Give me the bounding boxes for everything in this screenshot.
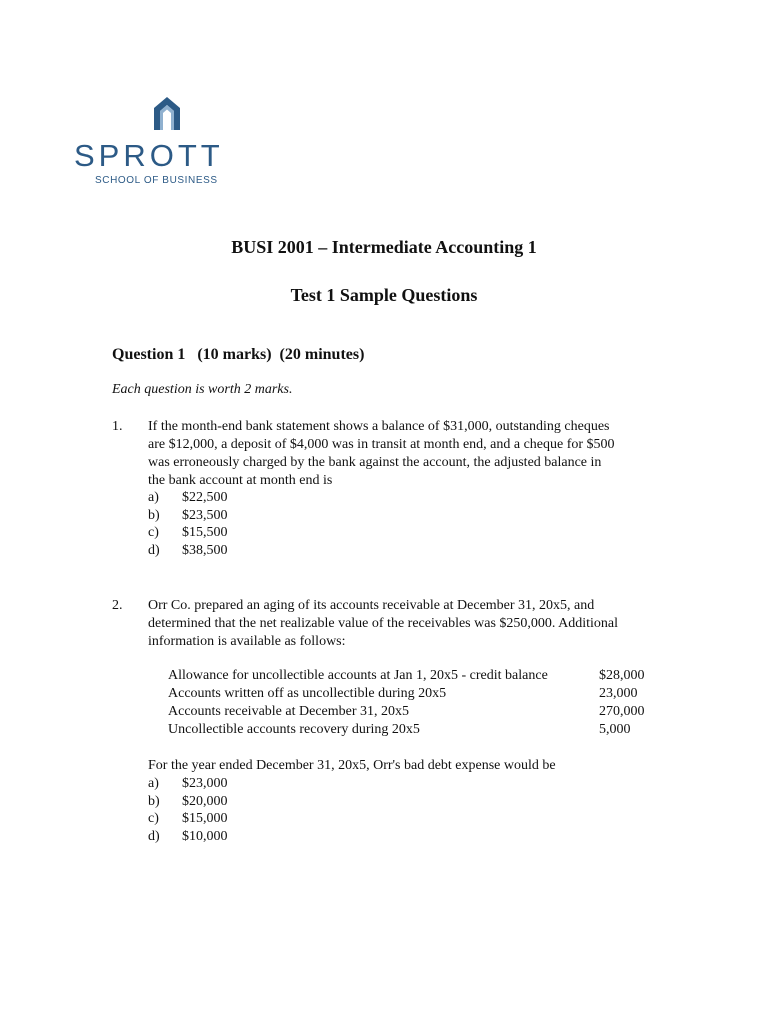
stem-line: Orr Co. prepared an aging of its accounts receivable at December 31, 20x5, and (148, 598, 595, 613)
table-label: Accounts written off as uncollectible during 20x5 (168, 686, 447, 701)
instructions: Each question is worth 2 marks. (112, 382, 293, 397)
table-label: Accounts receivable at December 31, 20x5 (168, 704, 410, 719)
stem-line: If the month-end bank statement shows a balance of $31,000, outstanding cheques (148, 419, 610, 434)
option-letter: c) (148, 525, 159, 541)
option-letter: a) (148, 776, 159, 791)
option-text: $10,000 (182, 829, 228, 845)
option-text: $23,500 (182, 507, 228, 523)
question-number: 2. (112, 598, 123, 613)
answer-option (148, 828, 228, 846)
answer-option (148, 775, 228, 793)
option-letter: a) (148, 490, 159, 505)
option-text: $23,000 (182, 776, 228, 791)
table-row (168, 667, 645, 685)
stem-line: determined that the net realizable value of the receivables was $250,000. Additional (148, 616, 618, 631)
option-text: $15,500 (182, 525, 228, 541)
table-amount: $28,000 (599, 668, 645, 683)
answer-option (148, 810, 228, 828)
option-text: $22,500 (182, 490, 228, 505)
sprott-logo (74, 96, 264, 188)
stem-line: are $12,000, a deposit of $4,000 was in transit at month end, and a cheque for $500 (148, 437, 615, 452)
answer-option (148, 542, 228, 560)
logo-wordmark: SPROTT (74, 138, 224, 173)
answer-options (148, 775, 228, 846)
information-table (168, 667, 645, 739)
option-letter: d) (148, 543, 160, 559)
section-heading: Question 1 (10 marks) (20 minutes) (112, 346, 365, 363)
option-letter: d) (148, 829, 160, 845)
table-amount: 5,000 (599, 722, 631, 737)
table-label: Uncollectible accounts recovery during 20x5 (168, 722, 420, 737)
table-label: Allowance for uncollectible accounts at Jan 1, 20x5 - credit balance (168, 668, 548, 683)
stem-line: was erroneously charged by the bank against the account, the adjusted balance in (148, 455, 602, 470)
answer-option (148, 793, 228, 811)
option-letter: b) (148, 793, 160, 809)
question-number: 1. (112, 419, 123, 434)
course-title: BUSI 2001 – Intermediate Accounting 1 (231, 237, 537, 257)
table-amount: 23,000 (599, 686, 638, 701)
option-letter: b) (148, 507, 160, 523)
table-amount: 270,000 (599, 704, 645, 719)
answer-option (148, 507, 228, 525)
question-stem (148, 418, 668, 490)
table-row (168, 703, 645, 721)
stem-line: information is available as follows: (148, 634, 346, 649)
option-text: $20,000 (182, 793, 228, 809)
answer-options (148, 489, 228, 560)
logo-subtitle: SCHOOL OF BUSINESS (95, 175, 218, 186)
answer-option (148, 489, 228, 507)
question-stem (148, 597, 668, 651)
option-text: $38,500 (182, 543, 228, 559)
test-title: Test 1 Sample Questions (290, 285, 478, 305)
option-text: $15,000 (182, 811, 228, 827)
stem-line: the bank account at month end is (148, 473, 333, 488)
table-row (168, 721, 645, 739)
question-followup: For the year ended December 31, 20x5, Orr's bad debt expense would be (148, 758, 556, 773)
arch-icon (152, 96, 182, 130)
answer-option (148, 524, 228, 542)
option-letter: c) (148, 811, 159, 827)
table-row (168, 685, 645, 703)
